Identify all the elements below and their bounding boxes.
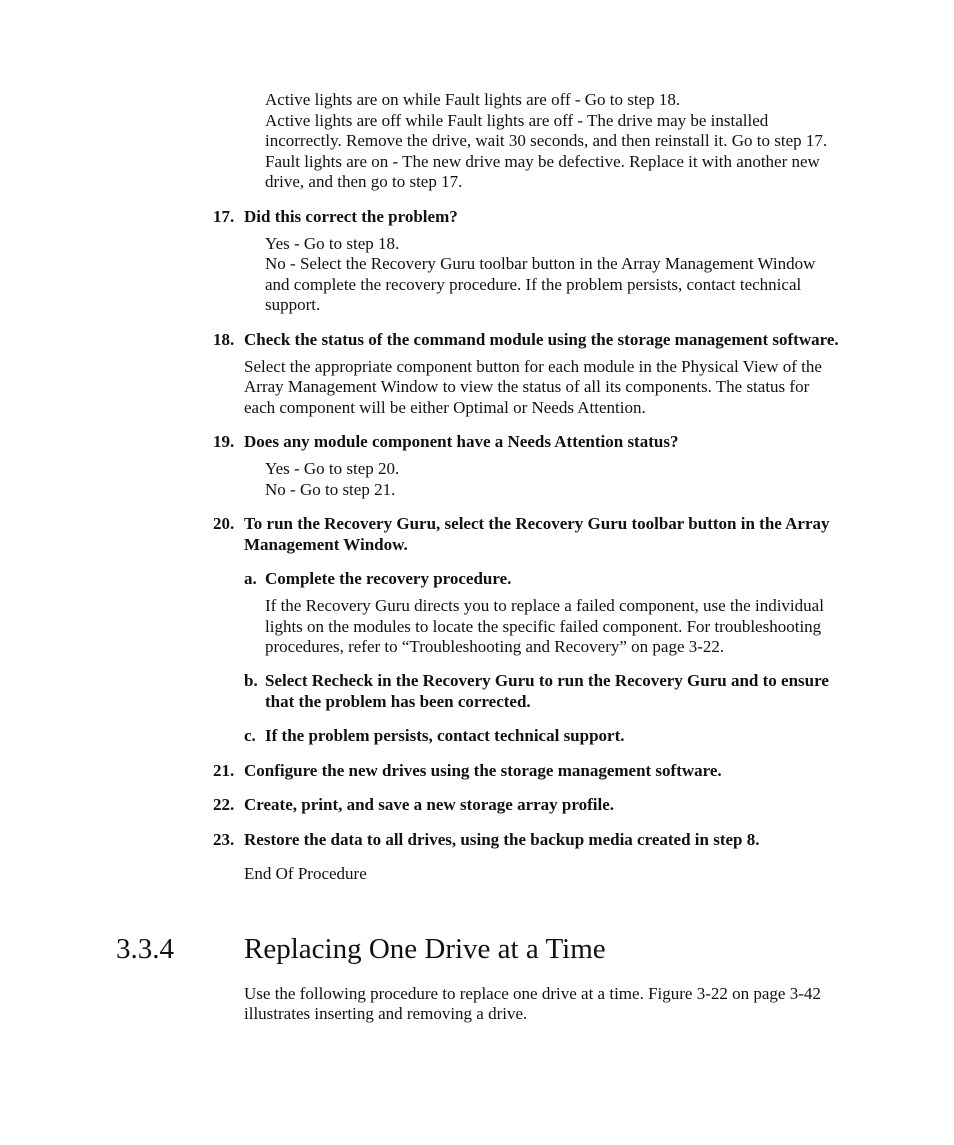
- body-text: Use the following procedure to replace one drive at a time. Figure 3-22 on page 3-42: [244, 984, 821, 1003]
- sub-item-text: Yes - Go to step 18.: [265, 234, 400, 253]
- body-text: lights on the modules to locate the specific failed component. For troubleshooting: [265, 617, 822, 636]
- step-number: 21.: [213, 761, 235, 780]
- step-number: 19.: [213, 432, 235, 451]
- step-heading: Restore the data to all drives, using the backup media created in step 8.: [244, 830, 760, 849]
- step-heading: Did this correct the problem?: [244, 207, 458, 226]
- substep-heading: Select Recheck in the Recovery Guru to run the Recovery Guru and to ensure: [265, 671, 829, 690]
- substep-heading: If the problem persists, contact technical support.: [265, 726, 625, 745]
- step-heading: To run the Recovery Guru, select the Recovery Guru toolbar button in the Array: [244, 514, 830, 533]
- body-text: each component will be either Optimal or Needs Attention.: [244, 398, 646, 417]
- substep-letter: b.: [244, 671, 258, 690]
- step-heading: Management Window.: [244, 535, 408, 554]
- step-number: 17.: [213, 207, 235, 226]
- substep-heading: that the problem has been corrected.: [265, 692, 531, 711]
- substep-letter: a.: [244, 569, 257, 588]
- sub-item-text: incorrectly. Remove the drive, wait 30 seconds, and then reinstall it. Go to step 17.: [265, 131, 828, 150]
- sub-item-text: support.: [265, 295, 321, 314]
- step-heading: Create, print, and save a new storage array profile.: [244, 795, 615, 814]
- sub-item-text: Active lights are on while Fault lights are off - Go to step 18.: [265, 90, 681, 109]
- step-heading: Does any module component have a Needs Attention status?: [244, 432, 679, 451]
- section-title: Replacing One Drive at a Time: [244, 933, 606, 965]
- body-text: Select the appropriate component button for each module in the Physical View of the: [244, 357, 822, 376]
- sub-item-text: Yes - Go to step 20.: [265, 459, 400, 478]
- step-number: 23.: [213, 830, 235, 849]
- end-of-procedure: End Of Procedure: [244, 864, 367, 883]
- sub-item-text: Fault lights are on - The new drive may be defective. Replace it with another new: [265, 152, 820, 171]
- sub-item-text: No - Select the Recovery Guru toolbar button in the Array Management Window: [265, 254, 816, 273]
- sub-item-text: and complete the recovery procedure. If the problem persists, contact technical: [265, 275, 802, 294]
- substep-letter: c.: [244, 726, 256, 745]
- step-number: 18.: [213, 330, 235, 349]
- step-heading: Configure the new drives using the storage management software.: [244, 761, 722, 780]
- sub-item-text: Active lights are off while Fault lights are off - The drive may be installed: [265, 111, 769, 130]
- sub-item-text: No - Go to step 21.: [265, 480, 396, 499]
- body-text: Array Management Window to view the status of all its components. The status for: [244, 377, 810, 396]
- step-number: 22.: [213, 795, 235, 814]
- step-number: 20.: [213, 514, 235, 533]
- body-text: procedures, refer to “Troubleshooting and Recovery” on page 3-22.: [265, 637, 725, 656]
- sub-item-text: drive, and then go to step 17.: [265, 172, 463, 191]
- substep-heading: Complete the recovery procedure.: [265, 569, 512, 588]
- section-number: 3.3.4: [116, 933, 174, 965]
- step-heading: Check the status of the command module using the storage management software.: [244, 330, 839, 349]
- body-text: If the Recovery Guru directs you to replace a failed component, use the individual: [265, 596, 824, 615]
- body-text: illustrates inserting and removing a drive.: [244, 1004, 528, 1023]
